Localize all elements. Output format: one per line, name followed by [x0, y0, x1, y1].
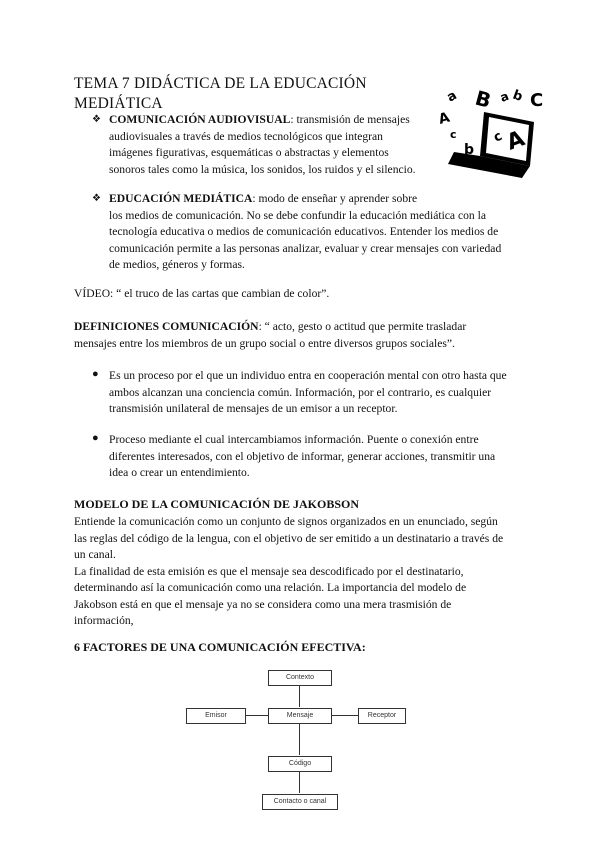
video-line: VÍDEO: “ el truco de las cartas que cambian de color”. [74, 287, 330, 300]
bullet-dot-icon: ● [92, 432, 99, 444]
laptop-letters-illustration [436, 82, 548, 188]
letter-A2-icon: A [503, 126, 529, 156]
audiovisual-term: COMUNICACIÓN AUDIOVISUAL [109, 113, 291, 126]
jakobson-paragraph: Entiende la comunicación como un conjunto de signos organizados en un enunciado, según las reglas del código de la lengua, con el objetivo de ser emitido a un destinatario a través de un canal. La finalidad de esta emisión es que el mensaje sea descodificado por el destinatario, determinando así la comunicación como una relación. La importancia del modelo de Jakobson está en que el mensaje ya no se considera como una mera trasmisión de información, [74, 515, 504, 627]
mediatica-paragraph: EDUCACIÓN MEDIÁTICA: modo de enseñar y aprender sobre los medios de comunicación. No se debe confundir la educación mediática con la tecnología educativa o medios de comunicación educativos. Entender los medios de comunicación permite a las personas analizar, evaluar y crear mensajes con variedad de medios, géneros y formas. [109, 192, 502, 271]
diamond-bullet-icon: ❖ [92, 193, 101, 204]
connector-line [332, 715, 358, 716]
letter-b3-icon: b [464, 142, 475, 158]
bullet-item: Proceso mediante el cual intercambiamos información. Puente o conexión entre diferentes interesados, con el objetivo de informar, generar acciones, transmitir una idea o crear un entendimiento. [109, 433, 496, 479]
letter-c2-icon: c [450, 128, 457, 141]
bullet-item: Es un proceso por el que un individuo entra en cooperación mental con otro hasta que ambos alcanzan una conciencia común. Información, por el contrario, es cualquier transmisión unilateral de mensajes de un emisor a un receptor. [109, 369, 507, 415]
factores-heading: 6 FACTORES DE UNA COMUNICACIÓN EFECTIVA: [74, 640, 366, 654]
letter-c3-icon: c [491, 128, 505, 146]
audiovisual-paragraph: COMUNICACIÓN AUDIOVISUAL: transmisión de mensajes audiovisuales a través de medios tecnológicos que integran imágenes figurativas, esquemáticas o abstractas y elementos sonoros tales como la música, los sonidos, los ruidos y el silencio. [109, 113, 416, 176]
page-title [74, 74, 414, 114]
definiciones-term: DEFINICIONES COMUNICACIÓN [74, 320, 259, 333]
receptor-box: Receptor [358, 708, 406, 724]
definiciones-paragraph: DEFINICIONES COMUNICACIÓN: “ acto, gesto o actitud que permite trasladar mensajes entre los miembros de un grupo social o entre diversos grupos sociales”. [74, 320, 467, 350]
letter-a-icon: a [444, 88, 460, 106]
letter-c-icon: C [530, 90, 544, 111]
connector-line [299, 772, 300, 793]
connector-line [299, 686, 300, 707]
mensaje-box: Mensaje [268, 708, 332, 724]
jakobson-diagram [180, 662, 420, 822]
connector-line [245, 715, 268, 716]
mediatica-term: EDUCACIÓN MEDIÁTICA [109, 192, 253, 205]
letter-A-icon: A [436, 109, 452, 128]
contexto-box: Contexto [268, 670, 332, 686]
connector-line [299, 723, 300, 755]
emisor-box: Emisor [186, 708, 246, 724]
canal-box: Contacto o canal [262, 794, 338, 810]
title-line-2: MEDIÁTICA [74, 95, 163, 112]
jakobson-heading: MODELO DE LA COMUNICACIÓN DE JAKOBSON [74, 497, 360, 511]
bullet-dot-icon: ● [92, 368, 99, 380]
letter-a2-icon: a [498, 88, 511, 105]
letter-b2-icon: b [510, 87, 525, 105]
diamond-bullet-icon: ❖ [92, 114, 101, 125]
codigo-box: Código [268, 756, 332, 772]
letter-b-icon: B [472, 85, 494, 113]
title-line-1: TEMA 7 DIDÁCTICA DE LA EDUCACIÓN [74, 75, 367, 92]
